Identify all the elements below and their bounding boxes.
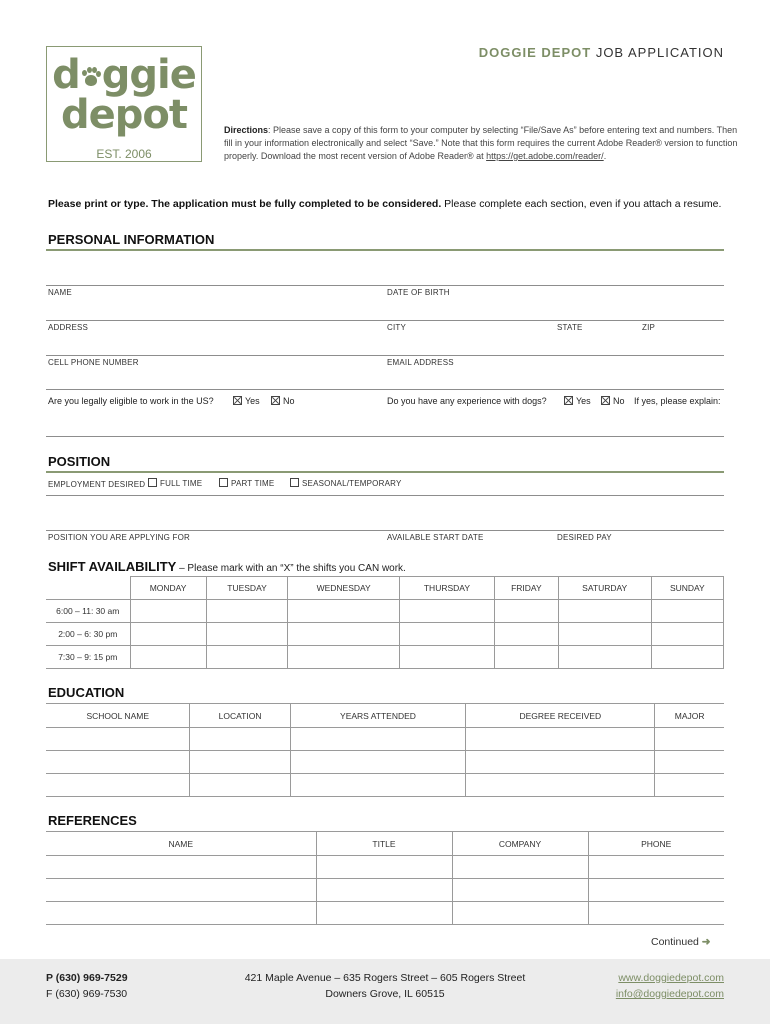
shift-row [46, 623, 724, 646]
section-position-title: POSITION [48, 454, 111, 469]
continued-label: Continued [651, 936, 699, 948]
shift-time-label: 6:00 – 11: 30 am [46, 600, 130, 623]
position-applying-label: POSITION YOU ARE APPLYING FOR [48, 533, 190, 542]
shift-cell[interactable] [399, 646, 494, 669]
shift-cell[interactable] [206, 623, 288, 646]
shift-cell[interactable] [206, 646, 288, 669]
education-cell[interactable] [655, 728, 724, 751]
education-table [46, 703, 724, 797]
email-label: EMAIL ADDRESS [387, 358, 454, 367]
references-cell[interactable] [46, 902, 316, 925]
checkbox-icon[interactable] [148, 478, 157, 487]
full-time-option[interactable]: FULL TIME [148, 478, 202, 488]
checkbox-icon[interactable] [233, 396, 242, 405]
references-column-header: TITLE [316, 832, 452, 856]
references-cell[interactable] [588, 856, 724, 879]
checkbox-icon[interactable] [290, 478, 299, 487]
position-field[interactable] [46, 497, 382, 527]
divider [46, 355, 724, 356]
logo-letters-ggie: ggie [101, 52, 196, 98]
divider [46, 285, 724, 286]
education-cell[interactable] [46, 751, 190, 774]
address-label: ADDRESS [48, 323, 89, 332]
education-column-header: LOCATION [190, 704, 290, 728]
references-cell[interactable] [316, 879, 452, 902]
education-row [46, 728, 724, 751]
education-cell[interactable] [190, 728, 290, 751]
education-column-header: MAJOR [655, 704, 724, 728]
explain-field[interactable] [46, 410, 724, 434]
zip-field[interactable] [640, 331, 724, 353]
shift-cell[interactable] [558, 600, 651, 623]
divider [46, 320, 724, 321]
footer-address-line1: 421 Maple Avenue – 635 Rogers Street – 605 Rogers Street [244, 972, 526, 984]
education-cell[interactable] [466, 774, 655, 797]
references-table [46, 831, 724, 925]
logo-established: EST. 2006 [47, 147, 201, 161]
footer-address-line2: Downers Grove, IL 60515 [325, 988, 445, 1000]
references-cell[interactable] [452, 856, 588, 879]
city-label: CITY [387, 323, 407, 332]
references-cell[interactable] [316, 902, 452, 925]
address-field[interactable] [46, 331, 382, 353]
education-cell[interactable] [466, 751, 655, 774]
email-link[interactable]: info@doggiedepot.com [615, 988, 724, 1000]
day-header: SUNDAY [651, 577, 723, 600]
section-position-rule [46, 471, 724, 473]
shift-cell[interactable] [651, 646, 723, 669]
logo-word-depot: depot [61, 92, 187, 138]
shift-cell[interactable] [130, 646, 206, 669]
shift-cell[interactable] [206, 600, 288, 623]
email-field[interactable] [385, 366, 724, 388]
checkbox-icon[interactable] [601, 396, 610, 405]
title-brand: DOGGIE DEPOT [478, 45, 592, 60]
zip-label: ZIP [642, 323, 656, 332]
day-header: FRIDAY [495, 577, 559, 600]
logo-letter-d: d [52, 52, 80, 98]
references-cell[interactable] [588, 879, 724, 902]
shift-time-label: 7:30 – 9: 15 pm [46, 646, 130, 669]
dob-label: DATE OF BIRTH [387, 288, 450, 297]
city-field[interactable] [385, 331, 553, 353]
references-cell[interactable] [316, 856, 452, 879]
shift-cell[interactable] [399, 623, 494, 646]
references-cell[interactable] [46, 856, 316, 879]
shift-cell[interactable] [558, 646, 651, 669]
shift-subtitle: – Please mark with an “X” the shifts you CAN work. [176, 563, 406, 574]
shift-header-row [46, 577, 724, 600]
notice-rest: Please complete each section, even if you attach a resume. [441, 198, 722, 210]
footer-fax: F (630) 969-7530 [46, 988, 128, 1000]
references-row [46, 902, 724, 925]
logo-word-doggie [47, 53, 201, 97]
shift-cell[interactable] [399, 600, 494, 623]
eligible-no[interactable]: No [271, 396, 295, 406]
name-label: NAME [48, 288, 72, 297]
dogs-no[interactable]: No [601, 396, 625, 406]
day-header: THURSDAY [399, 577, 494, 600]
references-column-header: NAME [46, 832, 316, 856]
shift-cell[interactable] [288, 623, 399, 646]
title-rest: JOB APPLICATION [595, 45, 724, 60]
references-cell[interactable] [46, 879, 316, 902]
state-field[interactable] [555, 331, 638, 353]
day-header: TUESDAY [206, 577, 288, 600]
education-cell[interactable] [290, 728, 466, 751]
references-column-header: COMPANY [452, 832, 588, 856]
day-header: MONDAY [130, 577, 206, 600]
shift-cell[interactable] [495, 600, 559, 623]
footer-phone: P (630) 969-7529 [46, 972, 128, 984]
arrow-right-icon: ➜ [701, 936, 711, 948]
checkbox-icon[interactable] [271, 396, 280, 405]
dog-experience-question: Do you have any experience with dogs? [387, 396, 547, 406]
eligible-question: Are you legally eligible to work in the US? [48, 396, 214, 406]
cell-phone-label: CELL PHONE NUMBER [48, 358, 139, 367]
education-row [46, 774, 724, 797]
divider [46, 389, 724, 390]
name-field[interactable] [46, 296, 382, 318]
shift-time-label: 2:00 – 6: 30 pm [46, 623, 130, 646]
education-cell[interactable] [290, 774, 466, 797]
education-row [46, 751, 724, 774]
references-cell[interactable] [452, 879, 588, 902]
education-cell[interactable] [190, 751, 290, 774]
completion-notice [48, 198, 721, 210]
logo [46, 46, 202, 162]
references-row [46, 856, 724, 879]
continued-link[interactable] [651, 936, 711, 948]
references-row [46, 879, 724, 902]
website-link[interactable]: www.doggiedepot.com [618, 972, 724, 984]
employment-desired-label: EMPLOYMENT DESIRED [48, 480, 146, 489]
education-cell[interactable] [46, 774, 190, 797]
shift-cell[interactable] [288, 646, 399, 669]
footer-web [616, 970, 724, 1002]
shift-cell[interactable] [651, 623, 723, 646]
shift-availability-heading [48, 558, 406, 576]
explain-label: If yes, please explain: [634, 396, 721, 406]
adobe-reader-link[interactable]: https://get.adobe.com/reader/ [486, 151, 604, 161]
directions [224, 124, 744, 163]
shift-cell[interactable] [288, 600, 399, 623]
state-label: STATE [557, 323, 583, 332]
shift-row [46, 600, 724, 623]
references-header-row [46, 832, 724, 856]
directions-end: . [603, 151, 607, 161]
shift-cell[interactable] [495, 623, 559, 646]
education-column-header: SCHOOL NAME [46, 704, 190, 728]
education-cell[interactable] [290, 751, 466, 774]
education-cell[interactable] [466, 728, 655, 751]
shift-cell[interactable] [495, 646, 559, 669]
desired-pay-label: DESIRED PAY [557, 533, 612, 542]
shift-cell[interactable] [651, 600, 723, 623]
shift-corner-cell [46, 577, 130, 600]
shift-cell[interactable] [130, 623, 206, 646]
seasonal-option[interactable]: SEASONAL/TEMPORARY [290, 478, 401, 488]
footer-address [200, 970, 570, 1002]
page-title [479, 45, 724, 60]
section-personal-rule [46, 249, 724, 251]
education-header-row [46, 704, 724, 728]
section-references-title: REFERENCES [48, 813, 137, 828]
shift-cell[interactable] [558, 623, 651, 646]
divider [46, 530, 724, 531]
section-education-title: EDUCATION [48, 685, 125, 700]
shift-row [46, 646, 724, 669]
day-header: SATURDAY [558, 577, 651, 600]
footer [0, 959, 770, 1024]
education-column-header: DEGREE RECEIVED [466, 704, 655, 728]
start-date-field[interactable] [385, 497, 553, 527]
education-column-header: YEARS ATTENDED [290, 704, 466, 728]
divider [46, 495, 724, 496]
references-cell[interactable] [588, 902, 724, 925]
section-personal-title: PERSONAL INFORMATION [48, 232, 215, 247]
divider [46, 436, 724, 437]
checkbox-icon[interactable] [564, 396, 573, 405]
education-cell[interactable] [46, 728, 190, 751]
directions-label: Directions [224, 125, 269, 135]
checkbox-icon[interactable] [219, 478, 228, 487]
education-cell[interactable] [655, 774, 724, 797]
references-column-header: PHONE [588, 832, 724, 856]
education-cell[interactable] [655, 751, 724, 774]
part-time-option[interactable]: PART TIME [219, 478, 274, 488]
day-header: WEDNESDAY [288, 577, 399, 600]
dogs-yes[interactable]: Yes [564, 396, 591, 406]
eligible-yes[interactable]: Yes [233, 396, 260, 406]
directions-text: : Please save a copy of this form to your computer by selecting “File/Save As” before entering text and numbers. Then fill in your information electronically and select “Save.” Note that this form requires the current Adobe Reader® version to function properly. Download the most recent version of Adobe Reader® at [224, 125, 738, 161]
desired-pay-field[interactable] [555, 497, 724, 527]
dob-field[interactable] [385, 296, 724, 318]
shift-table [46, 576, 724, 669]
start-date-label: AVAILABLE START DATE [387, 533, 484, 542]
paw-icon [81, 67, 101, 89]
notice-bold: Please print or type. The application must be fully completed to be considered. [48, 198, 442, 210]
cell-phone-field[interactable] [46, 366, 382, 388]
education-cell[interactable] [190, 774, 290, 797]
shift-cell[interactable] [130, 600, 206, 623]
shift-title: SHIFT AVAILABILITY [48, 559, 177, 574]
footer-contact [46, 970, 128, 1002]
references-cell[interactable] [452, 902, 588, 925]
